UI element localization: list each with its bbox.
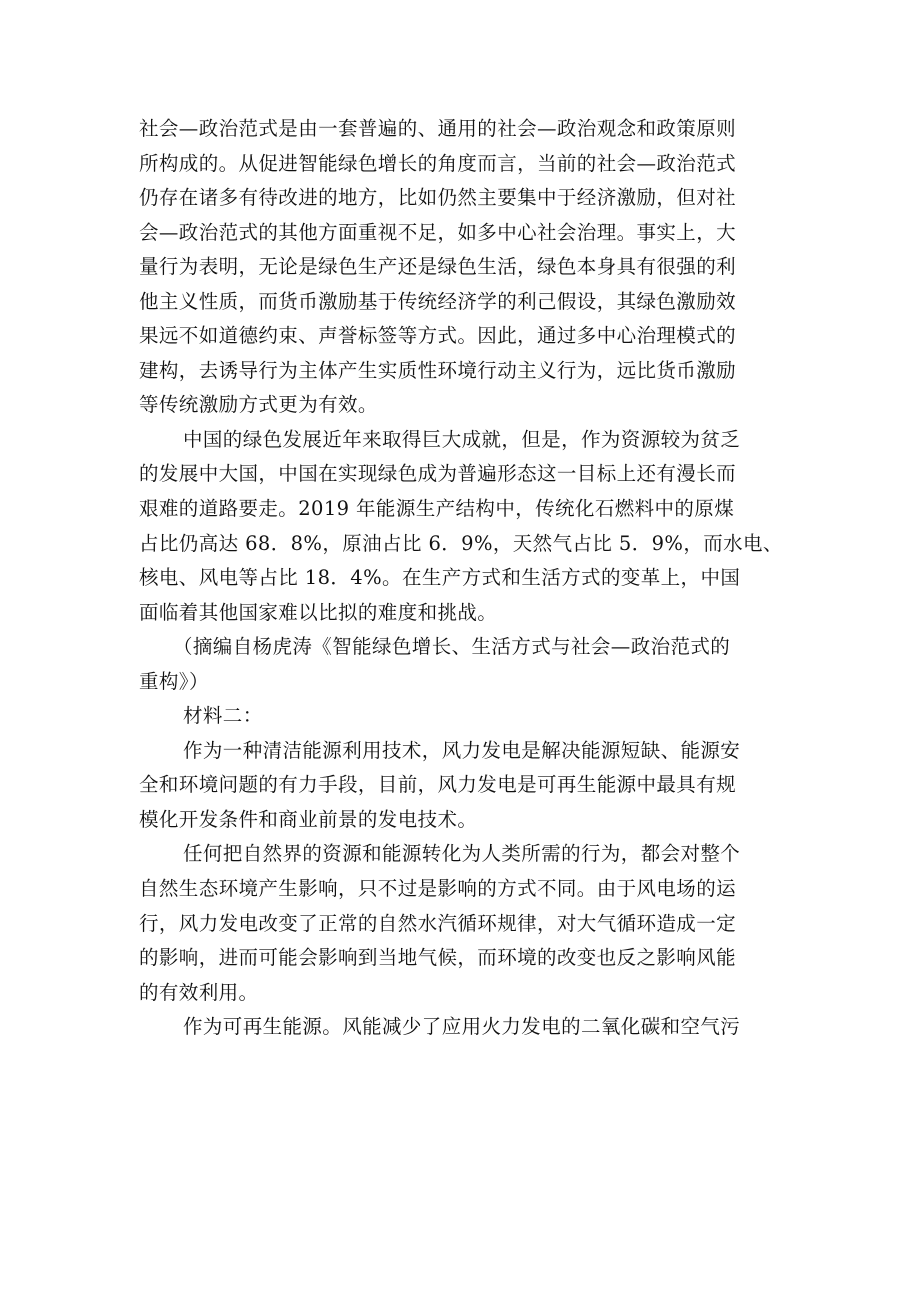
paragraph xyxy=(139,423,784,630)
text-line: 作为一种清洁能源利用技术，风力发电是解决能源短缺、能源安 xyxy=(183,738,741,762)
text-line: 作为可再生能源。风能减少了应用火力发电的二氧化碳和空气污 xyxy=(183,1015,741,1039)
text-line: 果远不如道德约束、声誉标签等方式。因此，通过多中心治理模式的 xyxy=(139,324,737,348)
text-line: 的发展中大国，中国在实现绿色成为普遍形态这一目标上还有漫长而 xyxy=(139,462,737,486)
text-line: 所构成的。从促进智能绿色增长的角度而言，当前的社会—政治范式 xyxy=(139,151,737,175)
text-line: 全和环境问题的有力手段，目前，风力发电是可再生能源中最具有规 xyxy=(139,773,737,797)
paragraph xyxy=(139,837,784,1010)
text-line: 会—政治范式的其他方面重视不足，如多中心社会治理。事实上，大 xyxy=(139,220,737,244)
paragraph xyxy=(139,1010,784,1045)
text-line: 建构，去诱导行为主体产生实质性环境行动主义行为，远比货币激励 xyxy=(139,358,737,382)
text-line: 的影响，进而可能会影响到当地气候，而环境的改变也反之影响风能 xyxy=(139,946,737,970)
paragraph xyxy=(139,699,784,734)
text-line: 社会—政治范式是由一套普遍的、通用的社会—政治观念和政策原则 xyxy=(139,117,737,140)
paragraph xyxy=(139,734,784,838)
text-line: 等传统激励方式更为有效。 xyxy=(139,393,378,417)
text-line: 量行为表明，无论是绿色生产还是绿色生活，绿色本身具有很强的利 xyxy=(139,255,737,279)
text-line: 艰难的道路要走。2019 年能源生产结构中，传统化石燃料中的原煤 xyxy=(139,497,735,521)
text-line: （摘编自杨虎涛《智能绿色增长、生活方式与社会—政治范式的 xyxy=(173,635,731,659)
text-line: 中国的绿色发展近年来取得巨大成就，但是，作为资源较为贫乏 xyxy=(183,427,741,451)
text-line: 核电、风电等占比 18．4%。在生产方式和生活方式的变革上，中国 xyxy=(139,566,741,590)
text-line: 面临着其他国家难以比拟的难度和挑战。 xyxy=(139,600,498,624)
text-line: 占比仍高达 68．8%，原油占比 6．9%，天然气占比 5．9%，而水电、 xyxy=(139,531,783,555)
text-line: 仍存在诸多有待改进的地方，比如仍然主要集中于经济激励，但对社 xyxy=(139,186,737,210)
text-line: 重构》） xyxy=(139,669,209,693)
article-body xyxy=(139,112,784,1045)
text-line: 材料二： xyxy=(183,704,263,728)
text-line: 模化开发条件和商业前景的发电技术。 xyxy=(139,807,478,831)
text-line: 任何把自然界的资源和能源转化为人类所需的行为，都会对整个 xyxy=(183,842,741,866)
text-line: 他主义性质，而货币激励基于传统经济学的利己假设，其绿色激励效 xyxy=(139,289,737,313)
paragraph xyxy=(139,112,784,423)
text-line: 行，风力发电改变了正常的自然水汽循环规律，对大气循环造成一定 xyxy=(139,911,737,935)
paragraph xyxy=(139,630,784,699)
text-line: 的有效利用。 xyxy=(139,980,259,1004)
text-line: 自然生态环境产生影响，只不过是影响的方式不同。由于风电场的运 xyxy=(139,877,737,901)
